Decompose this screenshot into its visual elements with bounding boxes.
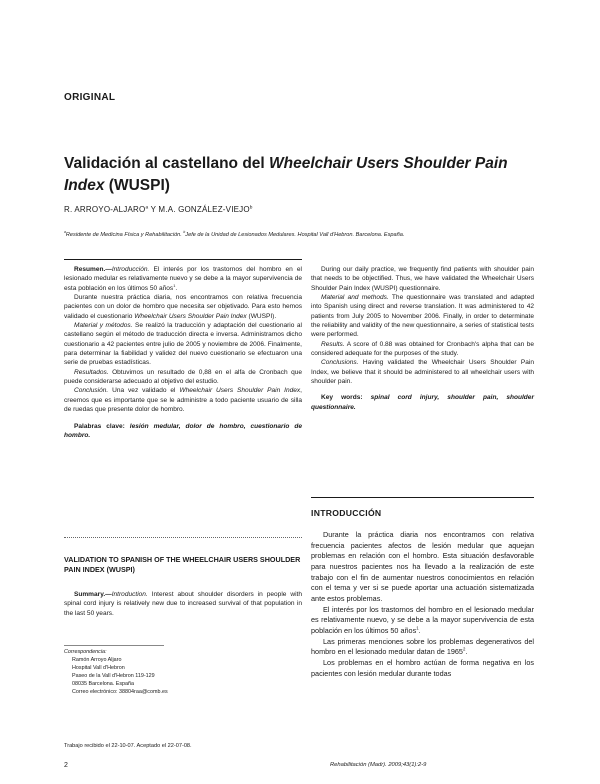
journal-citation: Rehabilitación (Madr). 2009;43(1):2-9 xyxy=(330,762,427,768)
correspondence-name: Ramón Arroyo Aljaro xyxy=(72,657,122,664)
summary-conclusions xyxy=(311,358,534,386)
palabras-clave-text: lesión medular, dolor de hombro, cuestionario de hombro. xyxy=(64,422,302,439)
resumen-p2-b: (WUSPI). xyxy=(246,312,277,320)
resumen-intro-end: . xyxy=(175,284,178,292)
title-italic: Wheelchair Users Shoulder Pain Index xyxy=(64,155,508,194)
resumen-methods xyxy=(64,321,302,368)
received-dates: Trabajo recibido el 22-10-07. Aceptado el 22-07-08. xyxy=(64,743,192,749)
abstract-divider xyxy=(64,537,302,538)
introduction-heading: INTRODUCCIÓN xyxy=(311,508,382,518)
resumen-p2-a: Durante nuestra práctica diaria, nos encontramos con relativa frecuencia pacientes con un dolor de hombro que necesita ser objetivado. Para esto hemos validado el cuestionario xyxy=(64,294,302,320)
resumen-intro-label: Introducción. xyxy=(111,266,150,273)
resumen-intro-sup: 1 xyxy=(173,282,176,288)
resumen-intro-text: El interés por los trastornos del hombro en el lesionado medular es relativamente nuevo y se debe a la mayor supervivencia de esta población en los últimos 50 años xyxy=(64,266,302,292)
resumen-conc-a: Una vez validado el xyxy=(108,387,180,395)
resumen-intro xyxy=(64,265,302,293)
section-label: ORIGINAL xyxy=(64,92,116,103)
resumen-results xyxy=(64,368,302,387)
resumen-conclusion xyxy=(64,386,302,414)
palabras-clave-label: Palabras clave: xyxy=(74,422,125,430)
english-abstract-continued xyxy=(311,265,534,412)
resumen-p2 xyxy=(64,293,302,321)
authors xyxy=(64,205,253,214)
key-words xyxy=(311,393,534,412)
summary-methods xyxy=(311,293,534,340)
summary-intro-label: Introduction. xyxy=(111,591,148,598)
correspondence-label: Correspondencia: xyxy=(64,649,107,655)
abstract-top-rule xyxy=(64,259,302,260)
page-number: 2 xyxy=(64,762,68,769)
affil-sup-a: a xyxy=(64,230,66,235)
resumen-conc-italic: Wheelchair Users Shoulder Pain Index xyxy=(179,387,301,395)
introduction-body xyxy=(311,530,534,679)
resumen-mm-text: Se realizó la traducción y adaptación del cuestionario al castellano según el método de traducción directa e inversa. Administramos dicho cuestionario a 42 pacientes entre julio de 2005 y noviembre de 2006. Finalmente, para determinar la fiabilidad y validez del nuevo cuestionario se efectuaron una serie de pruebas estadísticas. xyxy=(64,322,302,367)
affil-sup-b: b xyxy=(183,230,186,235)
intro-p3-text: Las primeras menciones sobre los problemas degenerativos del hombro en el lesionado medular datan de 1965 xyxy=(311,636,534,657)
intro-p3-sup: 2 xyxy=(462,646,466,652)
title-part1: Validación al castellano del xyxy=(64,155,270,172)
summary-conc-label: Conclusions. xyxy=(321,359,359,367)
resumen-mm-label: Material y métodos. xyxy=(74,322,133,330)
resumen-conc-label: Conclusión. xyxy=(74,387,109,395)
english-summary xyxy=(64,590,302,618)
summary-res-label: Results. xyxy=(321,340,345,348)
correspondence-email[interactable]: Correo electrónico: 38804raa@comb.es xyxy=(72,689,168,696)
author-separator: Y xyxy=(148,205,159,214)
intro-p3-end: . xyxy=(465,647,468,657)
key-words-label: Key words: xyxy=(321,394,363,402)
english-title: VALIDATION TO SPANISH OF THE WHEELCHAIR USERS SHOULDER PAIN INDEX (WUSPI) xyxy=(64,555,301,574)
summary-mm-text: The questionnaire was translated and adapted into Spanish using direct and reverse translation. It was administered to 42 patients from July 2005 to November 2006. Finally, in order to determinate the reliability and validity of the new questionnaire, a series of statistical tests were performed. xyxy=(311,294,535,339)
spanish-abstract xyxy=(64,265,302,440)
article-title xyxy=(64,153,534,197)
resumen-dash: — xyxy=(105,266,112,273)
affil-a: Residente de Medicina Física y Rehabilitación. xyxy=(65,232,184,238)
intro-p4: Los problemas en el hombro actúan de forma negativa en los pacientes con lesión medular durante todas xyxy=(311,657,534,678)
resumen-res-text: Obtuvimos un resultado de 0,88 en el alfa de Cronbach que puede considerarse adecuado al objetivo del estudio. xyxy=(64,368,302,386)
resumen-conc-b: , creemos que es importante que se le administre a todo paciente usuario de silla de ruedas que presente dolor de hombro. xyxy=(64,387,302,414)
intro-p1: Durante la práctica diaria nos encontramos con relativa frecuencia pacientes afectos de lesión medular que aquejan problemas en relación con el hombro. Esta situación desfavorable para nuestros pacientes nos ha llevado a la realización de este trabajo con el fin de aumentar nuestros conocimientos en relación con el tema y ver si se puede aportar una actuación sistematizada ante estos problemas. xyxy=(311,530,534,603)
palabras-clave xyxy=(64,422,302,441)
summary-results xyxy=(311,340,534,359)
correspondence-line-3: Paseo de la Vall d'Hebron 119-129 xyxy=(72,673,155,680)
intro-p2-end: . xyxy=(418,625,421,635)
affil-b: Jefe de la Unidad de Lesionados Medulares. Hospital Vall d'Hebron. Barcelona. España. xyxy=(185,232,405,238)
introduction-rule xyxy=(311,497,534,498)
correspondence-rule xyxy=(64,645,164,646)
summary-res-text: A score of 0.88 was obtained for Cronbach's alpha that can be considered adequate for the purposes of the study. xyxy=(311,340,534,358)
title-part3: (WUSPI) xyxy=(104,177,170,194)
summary-conc-text: Having validated the Wheelchair Users Shoulder Pain Index, we believe that it should be administered to all wheelchair users with shoulder pain. xyxy=(311,359,534,386)
summary-p2: During our daily practice, we frequently find patients with shoulder pain that needs to be objectified. Thus, we have validated the Wheelchair Users Shoulder Pain Index (WUSPI) questionnaire. xyxy=(311,266,534,292)
summary-mm-label: Material and methods. xyxy=(321,294,389,302)
correspondence-line-2: Hospital Vall d'Hebron xyxy=(72,665,125,672)
intro-p2 xyxy=(311,605,534,637)
correspondence-block xyxy=(64,648,264,697)
author-2: M.A. GONZÁLEZ-VIEJO xyxy=(158,205,250,214)
summary-dash: — xyxy=(105,591,112,598)
author-1: R. ARROYO-ALJARO xyxy=(64,205,146,214)
author-1-sup: a xyxy=(145,205,149,211)
author-2-sup: b xyxy=(249,205,253,211)
summary-heading: Summary. xyxy=(74,591,106,598)
intro-p3 xyxy=(311,637,534,658)
resumen-p2-italic: Wheelchair Users Shoulder Pain Index xyxy=(134,312,247,320)
affiliations xyxy=(64,232,544,238)
resumen-res-label: Resultados. xyxy=(74,368,109,376)
key-words-text: spinal cord injury, shoulder pain, shoulder questionnaire. xyxy=(311,394,534,411)
correspondence-line-4: 08035 Barcelona. España xyxy=(72,681,135,688)
summary-intro-text: Interest about shoulder disorders in people with spinal cord injury is relatively new due to increased survival of that population in the last 50 years. xyxy=(64,591,302,617)
intro-p2-text: El interés por los trastornos del hombro en el lesionado medular es relativamente nuevo, y se debe a la mayor supervivencia de esta población en los últimos 50 años xyxy=(311,604,534,635)
intro-p2-sup: 1 xyxy=(416,625,419,631)
summary-intro xyxy=(64,590,302,618)
resumen-heading: Resumen. xyxy=(74,266,106,273)
